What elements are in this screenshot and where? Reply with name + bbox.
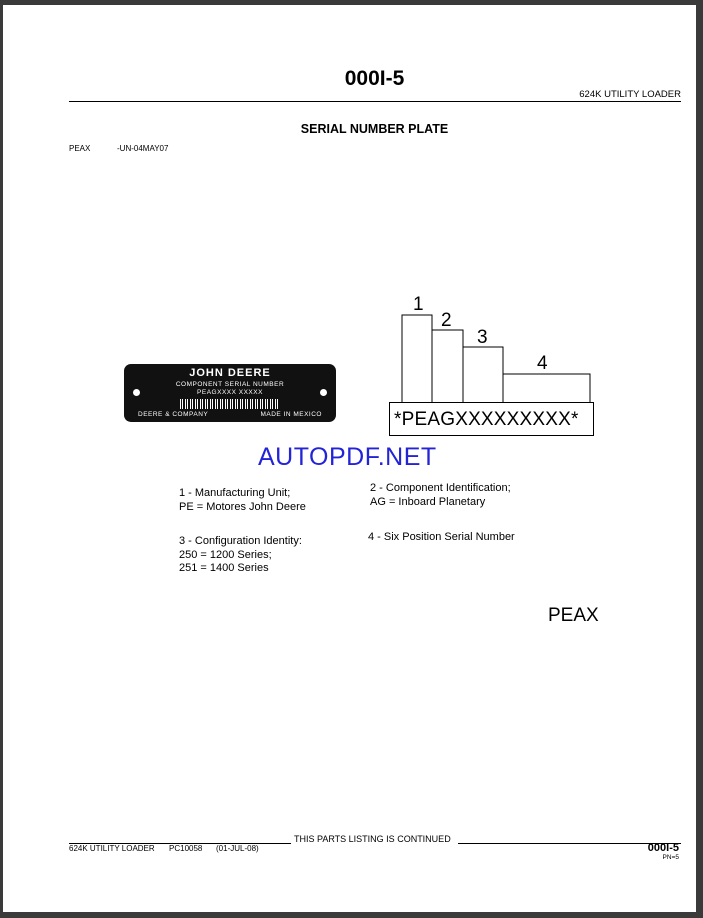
header-model: 624K UTILITY LOADER (579, 89, 681, 100)
watermark-link[interactable]: AUTOPDF.NET (258, 443, 437, 471)
section-ref-id: -UN-04MAY07 (117, 144, 169, 153)
legend-item-1-detail: PE = Motores John Deere (179, 500, 306, 513)
legend-item-3-detail-a: 250 = 1200 Series; (179, 548, 272, 561)
legend-item-4 (368, 531, 515, 545)
legend-item-3 (179, 535, 302, 576)
legend-item-1-title: 1 - Manufacturing Unit; (179, 487, 291, 499)
plate-bottom-left: DEERE & COMPANY (138, 411, 209, 418)
figure-code: PEAX (548, 605, 599, 626)
document-page (3, 5, 696, 912)
legend-item-2-title: 2 - Component Identification; (370, 482, 511, 494)
legend-item-2-detail: AG = Inboard Planetary (370, 495, 486, 508)
footer-pn: PN=5 (662, 854, 679, 861)
footer-doc-number: PC10058 (169, 844, 203, 853)
continued-notice: THIS PARTS LISTING IS CONTINUED (294, 834, 451, 844)
callout-number-1: 1 (413, 294, 424, 315)
callout-bracket-3 (463, 347, 503, 402)
legend-item-3-title: 3 - Configuration Identity: (179, 535, 302, 547)
section-title: SERIAL NUMBER PLATE (300, 122, 449, 136)
callout-number-2: 2 (441, 310, 452, 331)
callout-bracket-4 (503, 374, 590, 402)
legend-item-3-detail-b: 251 = 1400 Series (179, 562, 269, 574)
section-ref-code: PEAX (69, 144, 91, 153)
plate-line2: PEAGXXXX XXXXX (197, 389, 263, 396)
plate-bottom-right: MADE IN MEXICO (260, 411, 322, 418)
serial-format-box: *PEAGXXXXXXXXX* (389, 402, 594, 436)
callout-number-4: 4 (537, 353, 548, 374)
footer-model: 624K UTILITY LOADER (69, 844, 155, 853)
callout-number-3: 3 (477, 327, 488, 348)
callout-bracket-2 (432, 330, 463, 402)
plate-brand: JOHN DEERE (189, 367, 271, 379)
callout-bracket-1 (402, 315, 432, 402)
footer-page-number: 000I-5 (647, 842, 679, 854)
legend-item-1 (179, 487, 306, 514)
legend-item-4-title: 4 - Six Position Serial Number (368, 531, 515, 543)
page-title: 000I-5 (344, 67, 405, 90)
legend-item-2 (370, 482, 511, 509)
footer-date: (01-JUL-08) (216, 844, 259, 853)
plate-line1: COMPONENT SERIAL NUMBER (175, 381, 285, 388)
